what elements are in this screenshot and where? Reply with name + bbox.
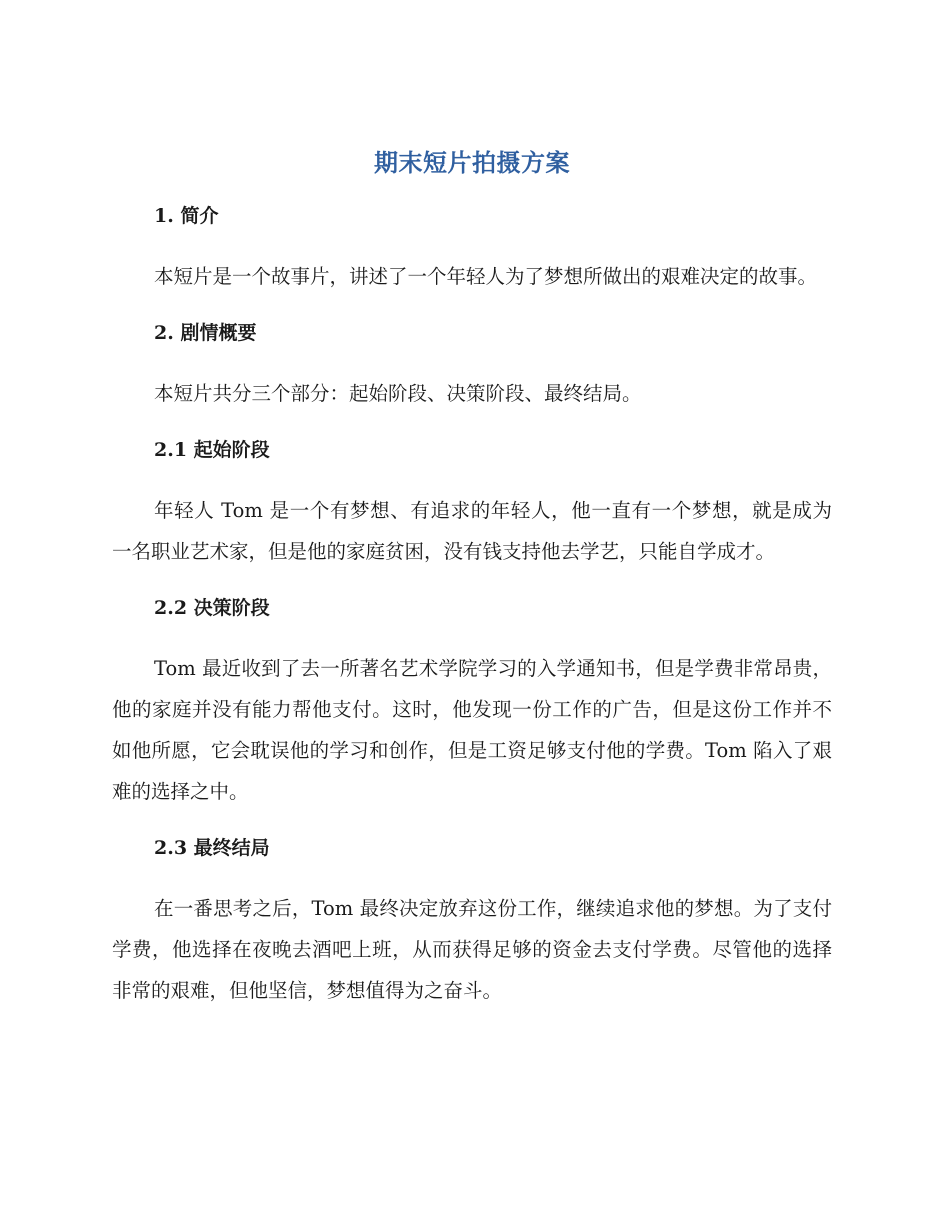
section-paragraph-beginning: 年轻人 Tom 是一个有梦想、有追求的年轻人，他一直有一个梦想，就是成为一名职业艺术家，但是他的家庭贫困，没有钱支持他去学艺，只能自学成才。	[112, 499, 832, 563]
section-heading-synopsis: 2. 剧情概要	[154, 322, 257, 344]
section-paragraph-decision: Tom 最近收到了去一所著名艺术学院学习的入学通知书，但是学费非常昂贵，他的家庭并没有能力帮他支付。这时，他发现一份工作的广告，但是这份工作并不如他所愿，它会耽误他的学习和创作，但是工资足够支付他的学费。Tom 陷入了艰难的选择之中。	[112, 657, 832, 803]
section-heading-intro: 1. 简介	[154, 205, 219, 227]
document-title: 期末短片拍摄方案	[374, 149, 570, 177]
section-paragraph-ending: 在一番思考之后，Tom 最终决定放弃这份工作，继续追求他的梦想。为了支付学费，他选择在夜晚去酒吧上班，从而获得足够的资金去支付学费。尽管他的选择非常的艰难，但他坚信，梦想值得为之奋斗。	[112, 897, 832, 1002]
section-heading-beginning: 2.1 起始阶段	[154, 439, 270, 461]
section-paragraph-intro: 本短片是一个故事片，讲述了一个年轻人为了梦想所做出的艰难决定的故事。	[154, 265, 818, 288]
section-heading-decision: 2.2 决策阶段	[154, 597, 270, 619]
document-body	[112, 146, 832, 1033]
section-heading-ending: 2.3 最终结局	[154, 837, 270, 859]
section-paragraph-synopsis: 本短片共分三个部分：起始阶段、决策阶段、最终结局。	[154, 382, 642, 405]
